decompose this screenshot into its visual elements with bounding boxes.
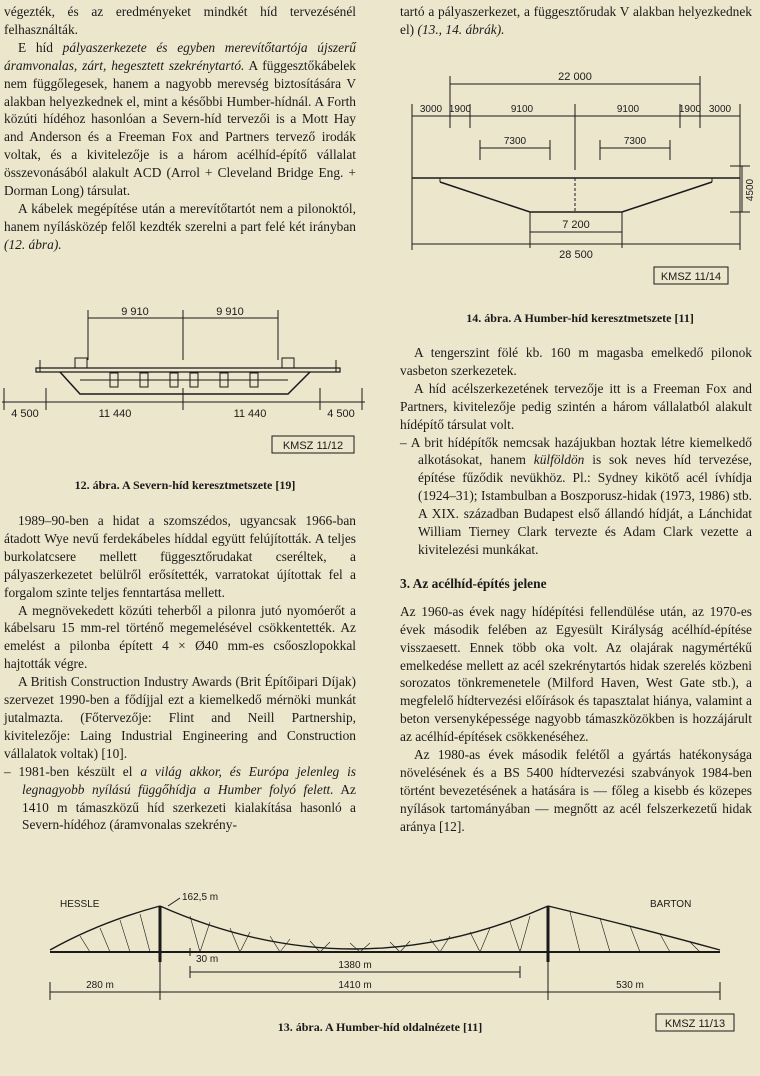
dim-label: 28 500 (559, 249, 593, 261)
dim-label: 4500 (745, 178, 756, 202)
paragraph: tartó a pályaszerkezet, a függesztőrudak V alakban helyezkednek el) (13., 14. ábrák). (400, 4, 752, 37)
paragraph: A British Construction Industry Awards (Brit Építőipari Díjak) szervezet 1990-ben a fődíjjal ezt a kiemelkedő mérnöki munkát jutalmazta. (Főtervezője: Flint and Neill Partnership, kivitelezője: Laing Industrial Engineering and Construction vállalatok voltak) [10]. (4, 674, 356, 761)
bank-label-left: HESSLE (60, 899, 100, 910)
dim-label: 7300 (503, 136, 527, 147)
figure-caption: 14. ábra. A Humber-híd keresztmetszete [11] (466, 311, 694, 325)
dim-label: 9100 (616, 104, 640, 115)
dim-label: 1900 (448, 104, 472, 115)
paragraph: végezték, és az eredményeket mindkét híd tervezésénél felhasználták. (4, 4, 356, 37)
humber-cross-section-drawing (400, 60, 760, 292)
right-column-top (400, 3, 752, 39)
dim-label: 9100 (510, 104, 534, 115)
left-column-top (4, 3, 356, 254)
dim-label: 4 500 (11, 408, 39, 420)
dim-label: 4 500 (327, 408, 355, 420)
left-column-bottom (4, 512, 356, 834)
paragraph: Az 1980-as évek második felétől a gyártás hatékonysága növelésének és a BS 5400 hídtervezési szabványok 1984-ben történt bevezetésének a hatására is — főleg a kisebb és közepes nyílások tartományában — megnőtt az acél felszerkezetű hidak aránya [12]. (400, 747, 752, 834)
paragraph: E híd pályaszerkezete és egyben merevítőtartója újszerű áramvonalas, zárt, hegesztett szekrénytartó. A függesztőkábelek nem függőlegesek, hanem a nagyobb merevség biztosítására V alakban helyezkednek el, mint a későbbi Humber-hídnál. A Forth közúti hídéhoz hasonlóan a Severn-híd tervezői is a Mott Hay and Anderson és a Freeman Fox and Partners tervező irodák voltak, és a kivitelezője is a három acélhíd-építő vállalat összevonásából alakult ACD (Arrol + Cleveland Bridge Eng. + Dorman Long) társulat. (4, 39, 356, 199)
dim-label: 3000 (708, 104, 732, 115)
tower-height-label: 162,5 m (182, 892, 219, 903)
section-heading: 3. Az acélhíd-építés jelene (400, 575, 547, 591)
dim-label: 7 200 (562, 219, 590, 231)
dim-label: 11 440 (98, 408, 132, 420)
dim-label: 1410 m (338, 980, 372, 991)
figure-12 (0, 290, 370, 500)
dim-label: 22 000 (558, 71, 592, 83)
figure-14 (400, 60, 760, 330)
figure-caption: 13. ábra. A Humber-híd oldalnézete [11] (277, 1020, 483, 1034)
paragraph: A tengerszint fölé kb. 160 m magasba emelkedő pilonok vasbeton szerkezetek. (400, 345, 752, 378)
paragraph: A megnövekedett közúti teherből a pilonra jutó nyomóerőt a kábelsaru 15 mm-rel történő megemelésével csökkentették. Az emelést a pilonba épített 4 × Ø40 mm-es csőoszlopokkal hajtották végre. (4, 602, 356, 672)
bank-label-right: BARTON (650, 899, 692, 910)
figure-stamp: KMSZ 11/14 (660, 271, 722, 283)
figure-stamp: KMSZ 11/12 (282, 440, 344, 452)
paragraph: – 1981-ben készült el a világ akkor, és Európa jelenleg is legnagyobb nyílású függőhídja a Humber folyó felett. Az 1410 m támaszközű híd szerkezeti kialakítása hasonló a Severn-hídéhoz (áramvonalas szekrény- (4, 763, 357, 833)
dim-label: 9 910 (121, 306, 149, 318)
dim-label: 280 m (86, 980, 114, 991)
dim-label: 11 440 (233, 408, 267, 420)
figure-13 (0, 892, 760, 1076)
dim-label: 7300 (623, 136, 647, 147)
paragraph: A kábelek megépítése után a merevítőtartót nem a pilonoktól, hanem nyílásközép felől kezdték szerelni a part felé két irányban (12. ábra). (4, 200, 356, 252)
paragraph: – A brit hídépítők nemcsak hazájukban hoztak létre kiemelkedő alkotásokat, hanem külföldön is sok neves híd tervezése, építése fűződik nevükhöz. Pl.: Sydney kikötő acél ívhídja (1924–31); Istambulban a Boszporusz-hidak (1973, 1986) stb. A XIX. században Budapest első állandó hídját, a Lánchidat William Tierney Clark tervezte és Adam Clark vezette a kivitelezési munkákat. (400, 434, 752, 557)
clearance-label: 30 m (196, 954, 219, 965)
paragraph: A híd acélszerkezetének tervezője itt is a Freeman Fox and Partners, kivitelezője pedig szintén a három vállalatból alakult hídépítő társulat volt. (400, 380, 752, 432)
figure-stamp: KMSZ 11/13 (664, 1018, 726, 1030)
dim-label: 9 910 (216, 306, 244, 318)
paragraph: Az 1960-as évek nagy hídépítési fellendülése után, az 1970-es évek második felében az Egyesült Királyság acélhíd-építése visszaesett. Ennek több oka volt. Az olajárak nagymértékű emelkedése mellett az acél szekrénytartós hidak szerelés közbeni sorozatos tönkremenetele (Milford Haven, West Gate stb.), a megfelelő hídtervezési előírások és tapasztalat hiánya, valamint a beton versenyképessége nagyobb támaszközökben is hozzájárult az acélhíd-építések csökkenéséhez. (400, 603, 752, 745)
severn-cross-section-drawing (0, 290, 370, 470)
dim-label: 1380 m (338, 960, 372, 971)
paragraph: 1989–90-ben a hidat a szomszédos, ugyancsak 1966-ban átadott Wye nevű ferdekábeles híddal együtt felújították. A teljes burkolatcsere mellett függesztőrudakat cseréltek, a pályaszerkezetet belülről erősítették, varratokat újítottak fel a forgalom szinte teljes fenntartása mellett. (4, 513, 356, 600)
figure-caption: 12. ábra. A Severn-híd keresztmetszete [19] (74, 478, 296, 492)
right-column-bottom (400, 344, 752, 836)
dim-label: 1900 (678, 104, 702, 115)
dim-label: 3000 (419, 104, 443, 115)
dim-label: 530 m (616, 980, 644, 991)
